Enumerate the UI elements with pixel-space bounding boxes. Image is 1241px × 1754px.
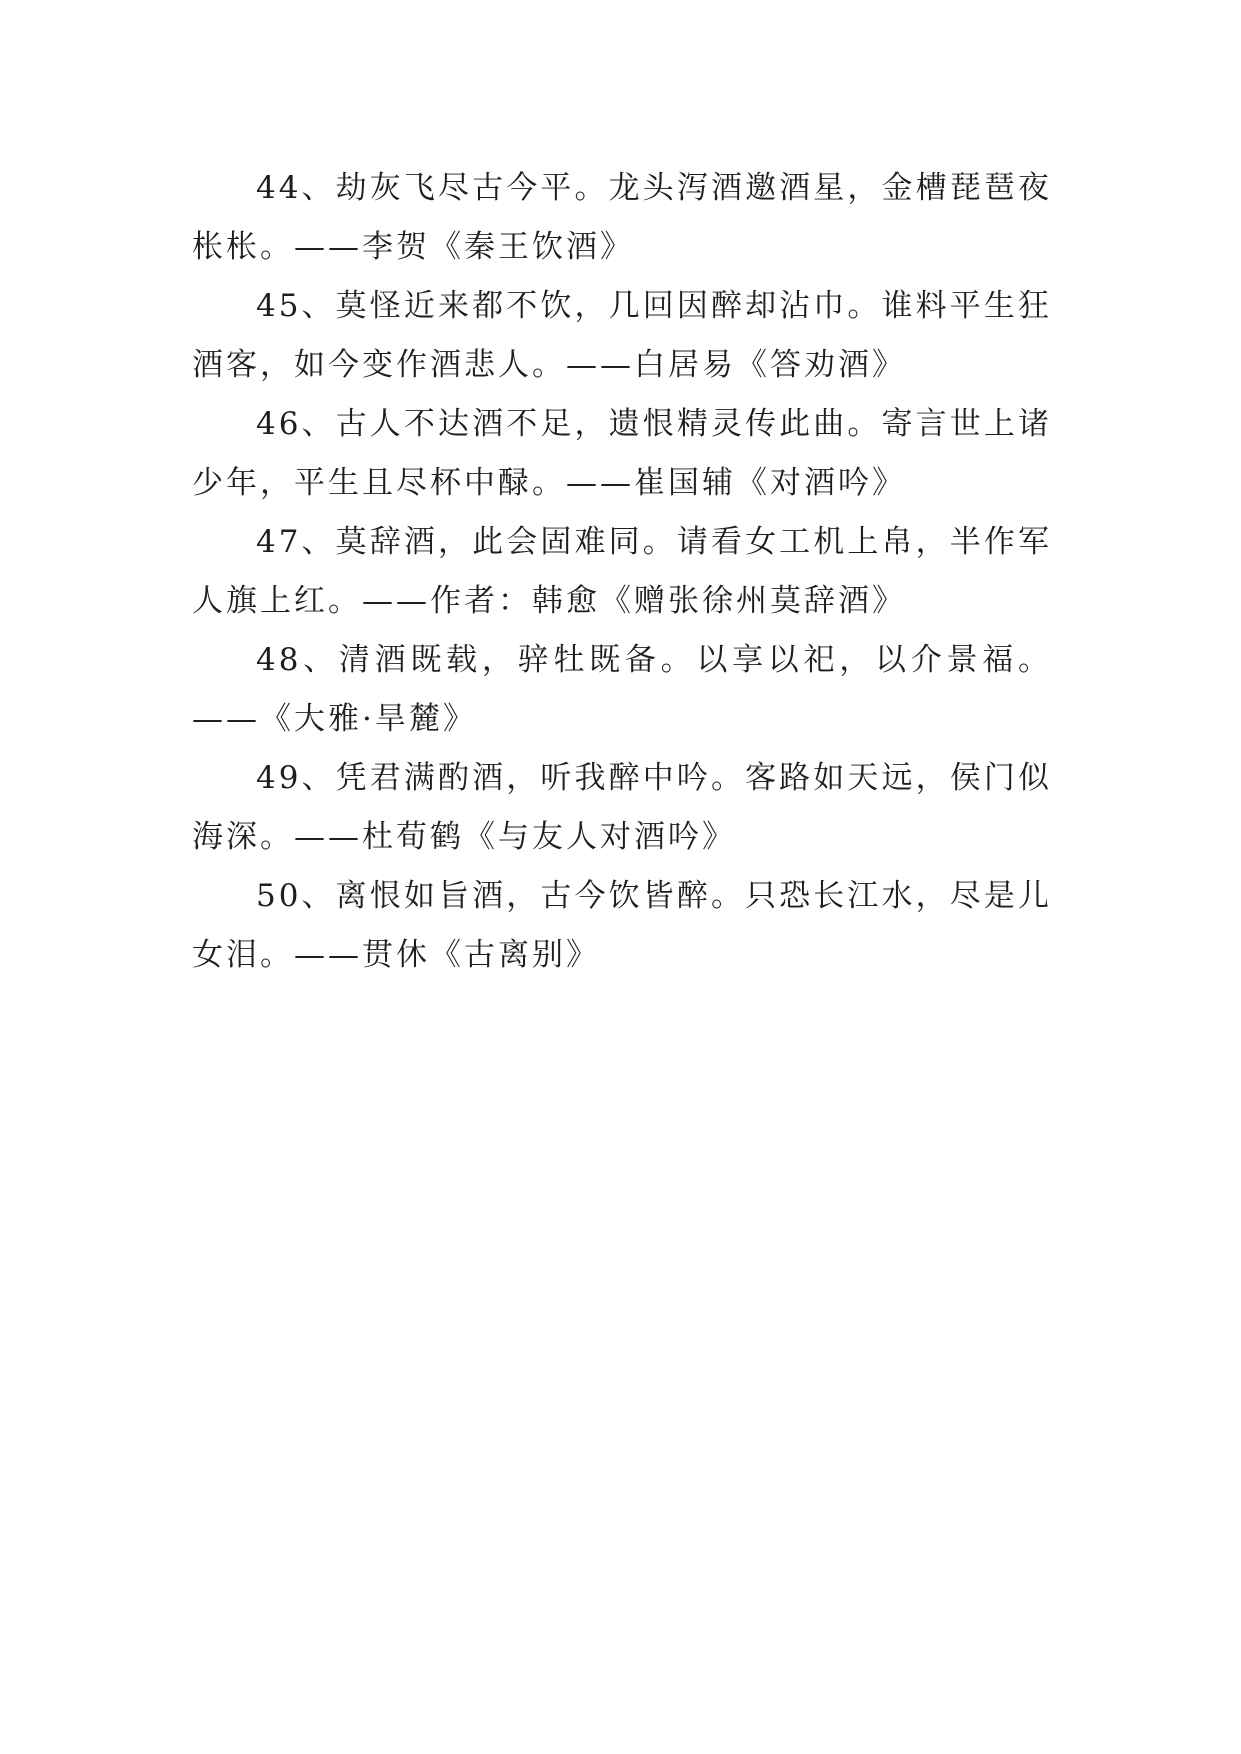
quote-paragraph-50: 50、离恨如旨酒，古今饮皆醉。只恐长江水，尽是儿女泪。——贯休《古离别》 [192, 878, 1052, 973]
document-body [192, 159, 1052, 985]
quote-paragraph-45: 45、莫怪近来都不饮，几回因醉却沾巾。谁料平生狂酒客，如今变作酒悲人。——白居易《答劝酒》 [192, 288, 1052, 383]
quote-paragraph-49: 49、凭君满酌酒，听我醉中吟。客路如天远，侯门似海深。——杜荀鹤《与友人对酒吟》 [192, 760, 1052, 855]
quote-paragraph-44: 44、劫灰飞尽古今平。龙头泻酒邀酒星，金槽琵琶夜枨枨。——李贺《秦王饮酒》 [192, 170, 1052, 265]
quote-paragraph-46: 46、古人不达酒不足，遗恨精灵传此曲。寄言世上诸少年，平生且尽杯中醁。——崔国辅《对酒吟》 [192, 406, 1052, 501]
quote-paragraph-47: 47、莫辞酒，此会固难同。请看女工机上帛，半作军人旗上红。——作者：韩愈《赠张徐州莫辞酒》 [192, 524, 1052, 619]
quote-paragraph-48: 48、清酒既载，骍牡既备。以享以祀，以介景福。——《大雅·旱麓》 [192, 642, 1052, 737]
